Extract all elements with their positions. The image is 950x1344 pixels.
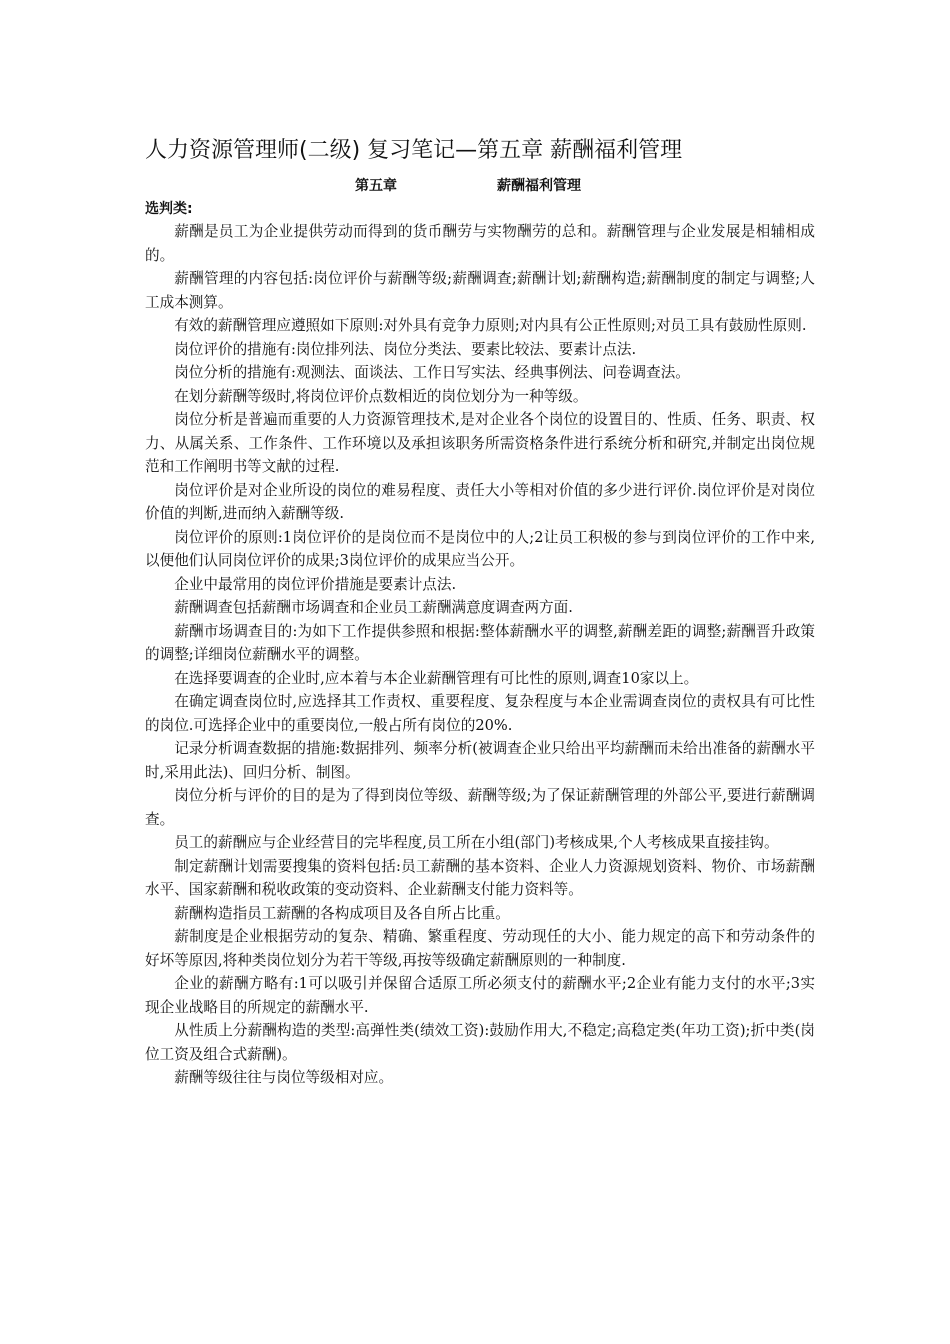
chapter-number: 第五章 xyxy=(355,178,397,194)
paragraph: 在划分薪酬等级时,将岗位评价点数相近的岗位划分为一种等级。 xyxy=(174,387,588,405)
paragraph: 岗位评价的措施有:岗位排列法、岗位分类法、要素比较法、要素计点法. xyxy=(174,340,637,358)
paragraph: 在确定调查岗位时,应选择其工作责权、重要程度、复杂程度与本企业需调查岗位的责权具有可比性的岗位.可选择企业中的重要岗位,一般占所有岗位的20%. xyxy=(145,693,815,734)
paragraph: 薪酬构造指员工薪酬的各构成项目及各自所占比重。 xyxy=(174,904,510,922)
chapter-name: 薪酬福利管理 xyxy=(497,178,581,194)
paragraph: 岗位评价是对企业所设的岗位的难易程度、责任大小等相对价值的多少进行评价.岗位评价是对岗位价值的判断,进而纳入薪酬等级. xyxy=(145,481,815,522)
paragraph: 岗位分析的措施有:观测法、面谈法、工作日写实法、经典事例法、问卷调查法。 xyxy=(174,364,690,381)
paragraph: 有效的薪酬管理应遵照如下原则:对外具有竞争力原则;对内具有公正性原则;对员工具有鼓励性原则. xyxy=(174,317,807,334)
paragraph: 从性质上分薪酬构造的类型:高弹性类(绩效工资):鼓励作用大,不稳定;高稳定类(年功工资);折中类(岗位工资及组合式薪酬)。 xyxy=(145,1022,815,1063)
paragraph: 岗位分析与评价的目的是为了得到岗位等级、薪酬等级;为了保证薪酬管理的外部公平,要进行薪酬调查。 xyxy=(145,787,815,828)
document-page xyxy=(145,128,815,1090)
section-label: 选判类: xyxy=(145,201,193,217)
paragraph: 岗位评价的原则:1岗位评价的是岗位而不是岗位中的人;2让员工积极的参与到岗位评价的工作中来,以便他们认同岗位评价的成果;3岗位评价的成果应当公开。 xyxy=(145,528,815,569)
paragraph: 企业中最常用的岗位评价措施是要素计点法. xyxy=(174,575,457,593)
paragraph: 薪制度是企业根据劳动的复杂、精确、繁重程度、劳动现任的大小、能力规定的高下和劳动条件的好坏等原因,将种类岗位划分为若干等级,再按等级确定薪酬原则的一种制度. xyxy=(145,928,815,969)
paragraph: 员工的薪酬应与企业经营目的完毕程度,员工所在小组(部门)考核成果,个人考核成果直接挂钩。 xyxy=(174,834,779,851)
paragraph: 企业的薪酬方略有:1可以吸引并保留合适原工所必须支付的薪酬水平;2企业有能力支付的水平;3实现企业战略目的所规定的薪酬水平. xyxy=(145,975,815,1016)
paragraph: 薪酬管理的内容包括:岗位评价与薪酬等级;薪酬调查;薪酬计划;薪酬构造;薪酬制度的制定与调整;人工成本测算。 xyxy=(145,270,815,311)
paragraph: 在选择要调查的企业时,应本着与本企业薪酬管理有可比性的原则,调查10家以上。 xyxy=(174,669,699,687)
document-title: 人力资源管理师(二级) 复习笔记—第五章 薪酬福利管理 xyxy=(145,138,683,163)
paragraph: 薪酬等级往往与岗位等级相对应。 xyxy=(174,1069,394,1086)
paragraph-list xyxy=(145,220,815,1090)
chapter-heading xyxy=(145,176,815,196)
paragraph: 制定薪酬计划需要搜集的资料包括:员工薪酬的基本资料、企业人力资源规划资料、物价、市场薪酬水平、国家薪酬和税收政策的变动资料、企业薪酬支付能力资料等。 xyxy=(145,857,815,898)
paragraph: 薪酬是员工为企业提供劳动而得到的货币酬劳与实物酬劳的总和。薪酬管理与企业发展是相辅相成的。 xyxy=(145,223,815,264)
paragraph: 薪酬市场调查目的:为如下工作提供参照和根据:整体薪酬水平的调整,薪酬差距的调整;薪酬晋升政策的调整;详细岗位薪酬水平的调整。 xyxy=(145,622,815,663)
paragraph: 薪酬调查包括薪酬市场调查和企业员工薪酬满意度调查两方面. xyxy=(174,599,573,616)
paragraph: 记录分析调查数据的措施:数据排列、频率分析(被调查企业只给出平均薪酬而未给出准备的薪酬水平时,采用此法)、回归分析、制图。 xyxy=(145,740,815,781)
paragraph: 岗位分析是普遍而重要的人力资源管理技术,是对企业各个岗位的设置目的、性质、任务、职责、权力、从属关系、工作条件、工作环境以及承担该职务所需资格条件进行系统分析和研究,并制定出岗位规范和工作阐明书等文献的过程. xyxy=(145,411,815,475)
